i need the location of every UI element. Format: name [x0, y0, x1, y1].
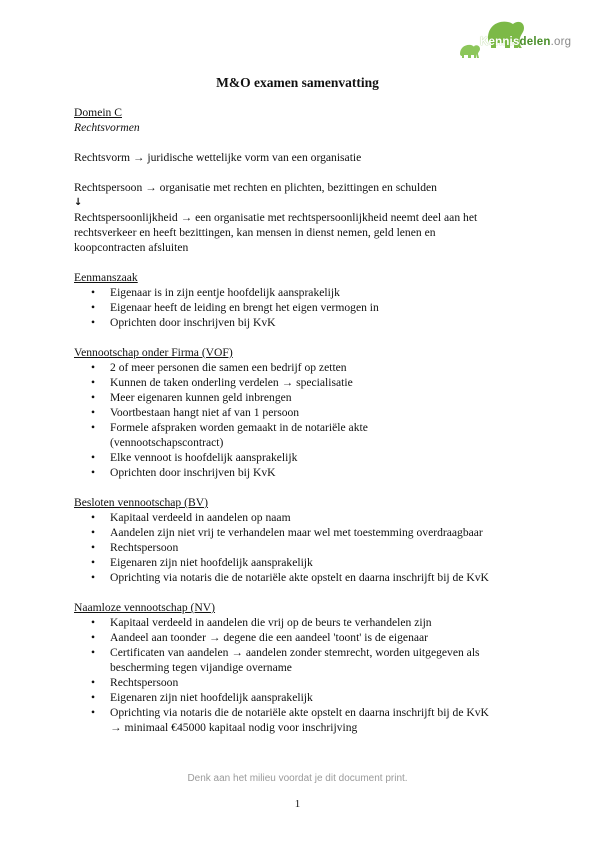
list-item: • Elke vennoot is hoofdelijk aansprakelijk [74, 450, 534, 465]
section-heading-nv: Naamloze vennootschap (NV) [74, 601, 216, 614]
list-item: • Eigenaar is in zijn eentje hoofdelijk aansprakelijk [74, 285, 534, 300]
section-heading-bv: Besloten vennootschap (BV) [74, 496, 208, 509]
list-item: • Rechtspersoon [74, 675, 534, 690]
list-item-continuation: bescherming tegen vijandige overname [110, 661, 292, 674]
list-item: • Oprichting via notaris die de notariële akte opstelt en daarna inschrijft bij de KvK [74, 570, 534, 585]
document-body [74, 105, 534, 735]
list-item: • Eigenaar heeft de leiding en brengt het eigen vermogen in [74, 300, 534, 315]
page-number: 1 [294, 798, 301, 810]
section-heading-vof: Vennootschap onder Firma (VOF) [74, 346, 233, 359]
list-item: • Kapitaal verdeeld in aandelen op naam [74, 510, 534, 525]
definition-rechtspersoonlijkheid-line3: koopcontracten afsluiten [74, 241, 189, 254]
logo-text-kennis: Kennis [480, 36, 520, 48]
list-item: • Eigenaren zijn niet hoofdelijk aansprakelijk [74, 690, 534, 705]
document-title: M&O examen samenvatting [216, 75, 379, 90]
list-item: • Oprichten door inschrijven bij KvK [74, 315, 534, 330]
definition-rechtsvorm: Rechtsvorm → juridische wettelijke vorm van een organisatie [74, 151, 362, 164]
list-item: • Formele afspraken worden gemaakt in de notariële akte [74, 420, 534, 435]
arrow-down-icon: ↓ [74, 197, 83, 208]
section-heading-eenmanszaak: Eenmanszaak [74, 271, 138, 284]
list-item: • Eigenaren zijn niet hoofdelijk aansprakelijk [74, 555, 534, 570]
list-item: • Aandelen zijn niet vrij te verhandelen maar wel met toestemming overdraagbaar [74, 525, 534, 540]
list-item: • Aandeel aan toonder → degene die een aandeel 'toont' is de eigenaar [74, 630, 534, 645]
list-item-continuation: (vennootschapscontract) [110, 436, 224, 449]
list-nv [74, 615, 534, 735]
domain-heading: Domein C [74, 106, 122, 119]
logo-text-delen: delen [519, 36, 551, 48]
list-item: • Voortbestaan hangt niet af van 1 persoon [74, 405, 534, 420]
list-item: • Rechtspersoon [74, 540, 534, 555]
footer-note: Denk aan het milieu voordat je dit document print. [187, 773, 408, 784]
list-item: • Meer eigenaren kunnen geld inbrengen [74, 390, 534, 405]
list-item: • Oprichting via notaris die de notariële akte opstelt en daarna inschrijft bij de KvK [74, 705, 534, 720]
definition-rechtspersoon: Rechtspersoon → organisatie met rechten en plichten, bezittingen en schulden [74, 181, 437, 194]
domain-subheading: Rechtsvormen [74, 121, 140, 134]
logo-text-org: .org [550, 36, 572, 48]
list-item: • Oprichten door inschrijven bij KvK [74, 465, 534, 480]
list-item: • Kapitaal verdeeld in aandelen die vrij op de beurs te verhandelen zijn [74, 615, 534, 630]
list-bv [74, 510, 534, 585]
list-item: • Kunnen de taken onderling verdelen → specialisatie [74, 375, 534, 390]
definition-rechtspersoonlijkheid-line2: rechtsverkeer en heeft bezittingen, kan mensen in dienst nemen, geld lenen en [74, 226, 436, 239]
definition-rechtspersoonlijkheid-line1: Rechtspersoonlijkheid → een organisatie met rechtspersoonlijkheid neemt deel aan het [74, 211, 478, 224]
list-item-continuation: → minimaal €45000 kapitaal nodig voor inschrijving [110, 721, 358, 734]
list-vof [74, 360, 534, 480]
list-eenmanszaak [74, 285, 534, 330]
list-item: • 2 of meer personen die samen een bedrijf op zetten [74, 360, 534, 375]
kennisdelen-logo [458, 14, 576, 60]
list-item: • Certificaten van aandelen → aandelen zonder stemrecht, worden uitgegeven als [74, 645, 534, 660]
